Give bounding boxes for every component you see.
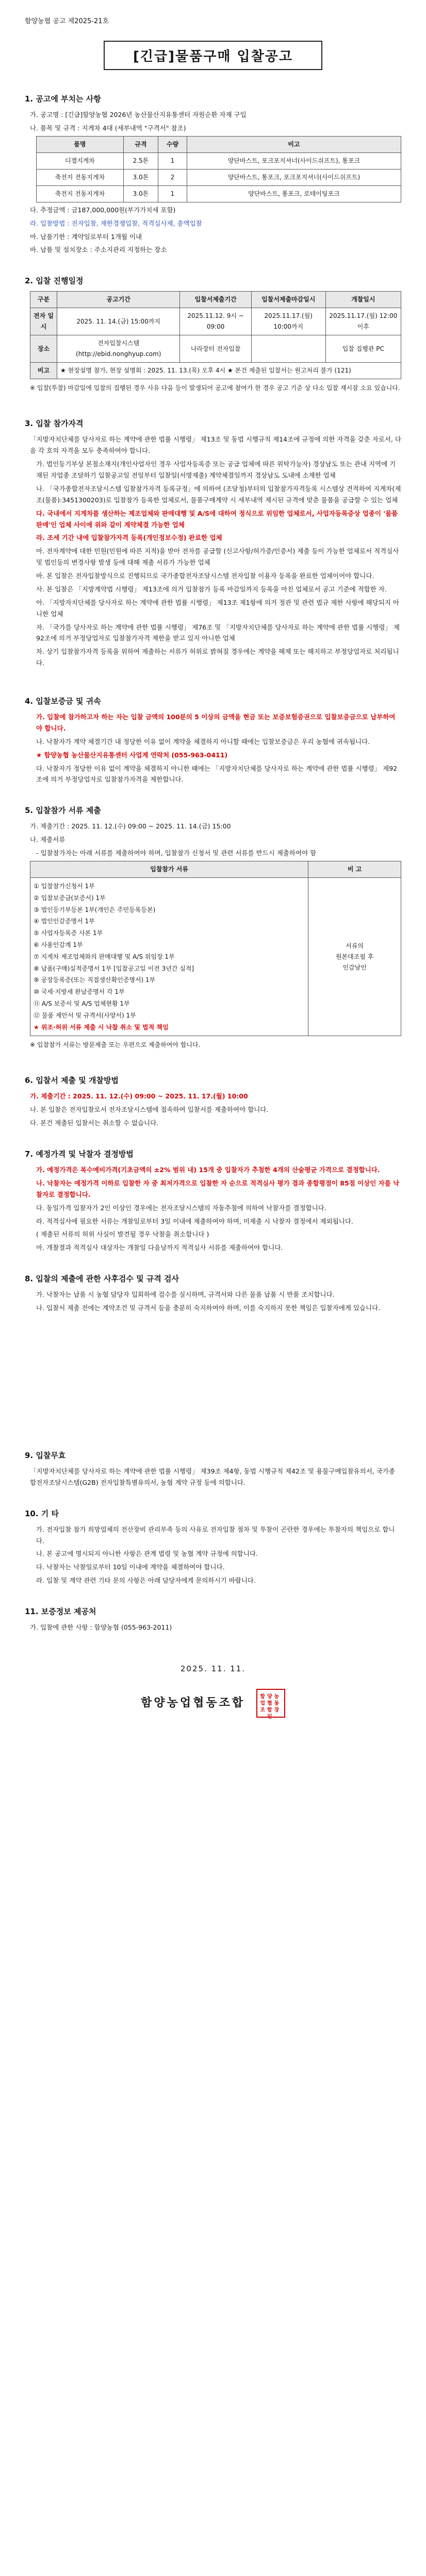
cell: 2025.11.17.(월) 12:00 이후 (325, 308, 401, 335)
cell: 3.0톤 (123, 185, 158, 202)
document-date: 2025. 11. 11. (180, 1664, 246, 1673)
s6-ga: 가. 제출기간 : 2025. 11. 12.(수) 09:00 ~ 2025. 11. 17.(월) 10:00 (30, 1092, 248, 1100)
cell: 전자입찰시스템 (http://ebid.nonghyup.com) (57, 335, 180, 363)
row-label: 장소 (30, 335, 57, 363)
cell: 양단바스트, 통포크, 포크포지셔너(사이드쉬프트) (187, 169, 401, 185)
cell: 2025. 11. 14.(금) 15:00까지 (57, 308, 180, 335)
s3-item: 라. 조세 기간 내에 입찰참가자격 등록(개인정보수정) 완료한 업체 (36, 534, 222, 542)
section-9-heading: 9. 입찰무효 (25, 1450, 66, 1460)
list-item: ⑦ 지게차 제조업체와의 판매대행 및 A/S 위임장 1부 (34, 953, 175, 960)
organization-name (25, 1689, 401, 1718)
cell: 2025.11.17.(월) 10:00까지 (251, 308, 325, 335)
item-spec-table (36, 136, 401, 202)
s1-ba: 바. 납품 및 설치장소 : 주소지관리 지정하는 장소 (30, 246, 167, 254)
table-row (30, 877, 401, 1036)
s4-item: 가. 입찰에 참가하고자 하는 자는 입찰 금액의 100분의 5 이상의 금액을 현금 또는 보증보험증권으로 입찰보증금으로 납부하여야 합니다. (36, 713, 396, 732)
th-spec: 규격 (123, 136, 158, 152)
list-item: ③ 법인등기부등본 1부(개인은 주민등록등본) (34, 906, 156, 913)
s1-ma: 마. 납품기한 : 계약일로부터 1개월 이내 (30, 232, 142, 241)
s1-ra: 라. 입찰방법 : 전자입찰, 제한경쟁입찰, 적격심사제, 총액입찰 (30, 219, 202, 227)
s5-footer: ※ 입찰참가 서류는 방문제출 또는 우편으로 제출하여야 합니다. (30, 1041, 201, 1049)
list-item: ⑩ 국세·지방세 완납증명서 각 1부 (34, 988, 125, 996)
s3-item: 마. 전자계약에 대한 민원(민원에 따른 지적)을 받아 전자를 공급할 (신고사항/허가증/인증서) 제출 등이 가능한 업체로서 적격심사 및 법인등의 변경사항 발생 등에 대해 제출 서류가 가능한 업체 (36, 547, 399, 567)
th-qty: 수량 (158, 136, 187, 152)
s5-ga: 가. 제출기간 : 2025. 11. 12.(수) 09:00 ~ 2025. 11. 14.(금) 15:00 (30, 822, 231, 831)
s8-item: 가. 낙찰자는 납품 시 농협 담당자 입회하에 검수를 실시하며, 규격서와 다른 물품 납품 시 반품 조치합니다. (36, 1291, 335, 1299)
table-row (30, 335, 401, 363)
s7-item: 나. 낙찰자는 예정가격 이하로 입찰한 자 중 최저가격으로 입찰한 자 순으로 적격심사 평가 결과 종합평점이 85점 이상인 자를 낙찰자로 결정합니다. (36, 1179, 400, 1198)
s2-table-wrap (30, 291, 401, 379)
cell: 축전지 전동지게차 (37, 169, 124, 185)
cell: 1 (158, 185, 187, 202)
section-5-heading: 5. 입찰참가 서류 제출 (25, 806, 101, 816)
section-2-heading: 2. 입찰 진행일정 (25, 276, 84, 286)
section-7-heading: 7. 예정가격 및 낙찰자 결정방법 (25, 1149, 134, 1159)
th: 입찰참가 서류 (30, 861, 308, 877)
documents-list (30, 877, 308, 1036)
th: 입찰서제출마감일시 (251, 292, 325, 308)
list-item: ★ 위조·허위 서류 제출 시 낙찰 취소 및 법적 책임 (34, 1023, 169, 1031)
section-4-heading: 4. 입찰보증금 및 귀속 (25, 697, 101, 706)
s3-item: 바. 본 입찰은 전자입찰방식으로 진행되므로 국가종합전자조달시스템 전자입찰 이용자 등록을 완료한 업체이어야 합니다. (36, 572, 374, 580)
s1-na: 나. 품목 및 규격 : 지게차 4대 (세부내역 "구격서" 참조) (30, 124, 186, 132)
list-item: ⑤ 사업자등록증 사본 1부 (34, 929, 103, 937)
list-item: ⑧ 납품(구매)실적증명서 1부 [입찰공고일 이전 3년간 실적] (34, 964, 194, 972)
s4-item: 다. 낙찰자가 정당한 이유 없이 계약을 체결하지 아니한 때에는 「지방자치단체를 당사자로 하는 계약에 관한 법률 시행령」 제92조에 의거 부정당업자로 입찰참가자격을 제한합니다. (36, 764, 398, 784)
section-3-heading: 3. 입찰 참가자격 (25, 419, 84, 429)
s3-item: 차. 상기 입찰참가자격 등록을 위하여 제출하는 서류가 허위로 밝혀질 경우에는 계약을 해제 또는 해지하고 부정당업자로 처리됩니다. (36, 648, 399, 667)
s3-item: 자. 「국가를 당사자로 하는 계약에 관한 법률 시행령」 제76조 및 「지방자치단체를 당사자로 하는 계약에 관한 법률 시행령」 제92조에 의거 부정당업자로 입찰참가자격 제한을 받고 있지 아니한 업체 (36, 623, 400, 642)
s5-na: 나. 제출서류 (30, 836, 65, 844)
s10-item: 가. 전자입찰 참가 희망업체의 전산장비 관리부족 등의 사유로 전자입찰 절차 및 투찰이 곤란한 경우에는 투찰자의 책임으로 합니다. (36, 1525, 395, 1545)
s5-sub: - 입찰참가자는 아래 서류를 제출하여야 하며, 입찰참가 신청서 및 관련 서류를 반드시 제출하여야 함 (36, 849, 317, 857)
th: 구분 (30, 292, 57, 308)
s3-item: 사. 본 입찰은 「지방계약법 시행령」 제13조에 의거 입찰참가 등록 마감일까지 등록을 마친 업체로서 공고 기준에 적합한 자. (36, 585, 387, 593)
th: 비 고 (308, 861, 401, 877)
s2-note: ※ 입찰(투찰) 마감일에 입찰의 집행된 경우 사유 다음 등이 발생되어 공고에 참여가 한 경우 공고 기준 상 다소 입찰 재시잠 소요 있습니다. (30, 384, 400, 392)
cell (251, 335, 325, 363)
cell: 3.0톤 (123, 169, 158, 185)
s1-table-wrap (36, 136, 401, 202)
s7-item: 다. 동일가격 입찰자가 2인 이상인 경우에는 전자조달시스템의 자동추첨에 의하여 낙찰자를 결정합니다. (36, 1204, 326, 1212)
schedule-table (30, 291, 401, 379)
list-item: ④ 법인인감증명서 1부 (34, 918, 95, 925)
th: 개찰일시 (325, 292, 401, 308)
s7-item: 라. 적격심사에 필요한 서류는 개찰일로부터 3일 이내에 제출하여야 하며, 미제출 시 낙찰자 결정에서 제외됩니다. (36, 1217, 353, 1225)
cell: 양단바스트, 포크포지셔너(사이드쉬프트), 통포크 (187, 152, 401, 169)
section-1-heading: 1. 공고에 부치는 사항 (25, 94, 101, 104)
table-row (30, 308, 401, 335)
th: 공고기간 (57, 292, 180, 308)
s7-item: 가. 예정가격은 복수예비가격(기초금액의 ±2% 범위 내) 15개 중 입찰자가 추첨한 4개의 산술평균 가격으로 결정합니다. (36, 1166, 380, 1174)
s10-item: 나. 본 공고에 명시되지 아니한 사항은 관계 법령 및 농협 계약 규정에 의합니다. (36, 1550, 258, 1558)
table-row (37, 169, 401, 185)
list-item: ① 입찰참가신청서 1부 (34, 882, 95, 890)
section-10-heading: 10. 기 타 (25, 1509, 59, 1518)
row-label: 전자 일시 (30, 308, 57, 335)
s4-item: ★ 함양농협 농산물산지유통센터 사업계 연락처 (055-963-0411) (36, 751, 228, 759)
s3-intro: 「지방자치단체를 당사자로 하는 계약에 관한 법률 시행령」 제13조 및 동법 시행규칙 제14조에 규정에 의한 자격을 갖춘 자로서, 다음 각 호의 자격을 모두 충족하여야 합니다. (30, 435, 402, 455)
th-note: 비고 (187, 136, 401, 152)
s3-item: 아. 「지방자치단체를 당사자로 하는 계약에 관한 법률 시행령」 제13조 제1항에 의거 정관 및 관련 법규 제한 사항에 해당되지 아니한 업체 (36, 598, 399, 618)
cell: ★ 현장설명 참가, 현장 설명회 : 2025. 11. 13.(목) 오후 4시 ★ 본건 제출된 입찰서는 원고처리 불가 (121) (57, 363, 401, 379)
s1-da: 다. 추정금액 : 금187,000,000원(부가가치세 포함) (30, 206, 176, 214)
list-item: ⑫ 물품 제안서 및 규격서(사양서) 1부 (34, 1011, 136, 1019)
s1-ga: 가. 공고명 : [긴급]함양농협 2026년 농산물산지유통센터 자원순환 자재 구입 (30, 111, 247, 118)
s6-da: 다. 본건 제출된 입찰서는 취소할 수 없습니다. (30, 1119, 159, 1127)
list-item: ② 입찰보증금(보증서) 1부 (34, 894, 106, 902)
table-row (30, 363, 401, 379)
s4-item: 나. 낙찰자가 계약 체결기간 내 정당한 이유 없이 계약을 체결하지 아니할 때에는 입찰보증금은 우리 농협에 귀속됩니다. (36, 737, 370, 745)
s11-ga: 가. 입찰에 관한 사항 : 함양농협 (055-963-2011) (30, 1623, 172, 1632)
org-label: 함양농업협동조합 (141, 1696, 245, 1709)
cell: 나라장터 전자입찰 (180, 335, 252, 363)
cell: 2025.11.12. 9시 ~ 09:00 (180, 308, 252, 335)
documents-note: 서류의 원본대조필 후 인감날인 (308, 877, 401, 1036)
s3-item: 가. 법인등기부상 본점소재지(개인사업자인 경우 사업자등록증 또는 공급 업체에 따른 위탁가능자) 경상남도 또는 관내 지역에 기재된 자업종 조달하기 입찰공고일 전일부터 입찰일(서명제출) 계약체결일까지 경상남도 도내에 소재한 업체 (36, 460, 396, 480)
cell: 축전지 전동지게차 (37, 185, 124, 202)
document-number: 함양농협 공고 제2025-21호 (25, 18, 109, 25)
cell: 2.5톤 (123, 152, 158, 169)
list-item: ⑥ 사용인감계 1부 (34, 941, 83, 948)
table-row (37, 152, 401, 169)
s10-item: 라. 입찰 및 계약 관련 기타 문의 사항은 아래 담당자에게 문의하시기 바랍니다. (36, 1577, 256, 1585)
s7-item: 마. 개찰결과 적격심사 대상자는 개찰일 다음날까지 적격심사 서류를 제출하여야 합니다. (36, 1244, 283, 1252)
documents-table (30, 861, 401, 1036)
cell: 양단바스트, 통포크, 로테이팅포크 (187, 185, 401, 202)
th-name: 품명 (37, 136, 124, 152)
row-label: 비고 (30, 363, 57, 379)
s3-item: 나. 「국가종합전자조달시스템 입찰참가자격 등록규정」에 의하여 (조달청)부터의 입찰참가자격등록 시스템상 견적하여 지게차(제조(물품):3451300203)로 입찰참가 등록한 업체로서, 물품구매계약 시 세부내역 제시된 규격에 맞춘 물품을 공급할 수 있는 업체 (36, 484, 401, 504)
section-6-heading: 6. 입찰서 제출 및 개찰방법 (25, 1076, 119, 1086)
section-8-heading: 8. 입찰의 제출에 관한 사후검수 및 규격 검사 (25, 1274, 179, 1284)
s7-item: ( 제출된 서류의 허위 사실이 발견될 경우 낙찰을 취소합니다 ) (36, 1230, 209, 1239)
s6-na: 나. 본 입찰은 전자입찰로서 전자조달시스템에 접속하여 입찰서를 제출하여야 합니다. (30, 1106, 269, 1114)
s3-item: 다. 국내에서 지게차를 생산하는 제조업체와 판매대행 및 A/S에 대하여 정식으로 위임한 업체로서, 사업자등록증상 업종이 '물품판매'인 업체 사이에 위와 같이 계약체결 가능한 업체 (36, 509, 398, 529)
s5-table-wrap (30, 861, 401, 1036)
list-item: ⑪ A/S 보증서 및 A/S 업체현황 1부 (34, 999, 130, 1007)
cell: 2 (158, 169, 187, 185)
document-title: [긴급]물품구매 입찰공고 (104, 41, 322, 70)
cell: 입찰 집행관 PC (325, 335, 401, 363)
s8-item: 나. 입찰서 제출 전에는 계약조건 및 규격서 등을 충분히 숙지하여야 하며, 이를 숙지하지 못한 책임은 입찰자에게 있습니다. (36, 1304, 381, 1312)
list-item: ⑨ 공장등록증(또는 직접생산확인증명서) 1부 (34, 976, 156, 984)
official-seal-icon: 함양농업협동조합장인 (256, 1689, 285, 1718)
section-11-heading: 11. 보증정보 제공처 (25, 1607, 96, 1617)
cell: 1 (158, 152, 187, 169)
s9-text: 「지방자치단체를 당사자로 하는 계약에 관한 법률 시행령」 제39조 제4항, 동법 시행규칙 제42조 및 용물구매입찰유의서, 국가종합전자조달시스템(G2B) 전자입찰특별유의서, 농협 계약 규정 등에 의합니다. (30, 1467, 395, 1486)
th: 입찰서제출기간 (180, 292, 252, 308)
table-row (37, 185, 401, 202)
cell: 디젤지게차 (37, 152, 124, 169)
s10-item: 다. 낙찰자는 낙찰일로부터 10일 이내에 계약을 체결하여야 합니다. (36, 1563, 225, 1571)
